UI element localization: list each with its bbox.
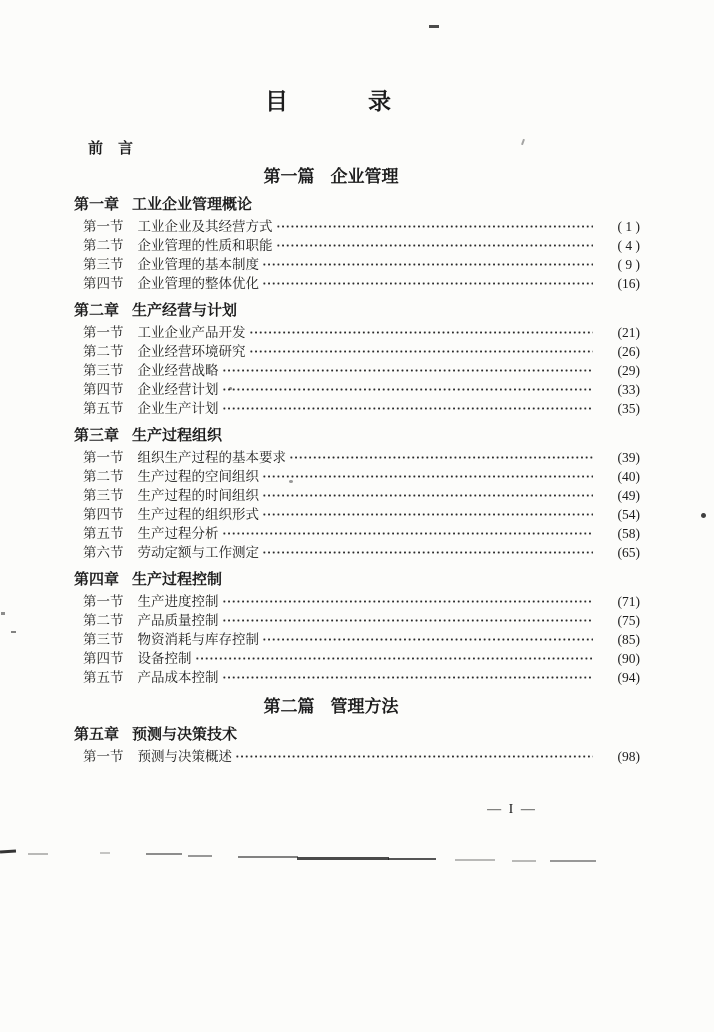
- page-number: (16): [617, 276, 640, 291]
- toc-entry: [74, 467, 640, 486]
- dot-leader: [276, 239, 594, 252]
- scan-artifact: [289, 480, 293, 483]
- section-title: 工业企业产品开发: [137, 325, 246, 340]
- toc-entry: [74, 486, 640, 505]
- scan-artifact: [550, 860, 596, 862]
- dot-leader: [222, 671, 594, 684]
- section-title: 物资消耗与库存控制: [137, 632, 259, 647]
- dot-leader: [262, 633, 593, 646]
- dot-leader: [262, 470, 593, 483]
- toc-entry: [74, 524, 640, 543]
- section-title: 企业管理的整体优化: [137, 276, 259, 291]
- scan-artifact: [388, 858, 436, 860]
- chapter-label: 第五章: [74, 726, 120, 743]
- section-title: 预测与决策概述: [137, 749, 232, 764]
- chapter-title: 预测与决策技术: [132, 726, 238, 743]
- chapter-heading-5: [74, 725, 640, 745]
- section-title: 组织生产过程的基本要求: [137, 450, 286, 465]
- dot-leader: [249, 326, 594, 339]
- dot-leader: [195, 652, 594, 665]
- toc-entry: [74, 668, 640, 687]
- section-label: 第四节: [83, 651, 124, 666]
- section-label: 第二节: [83, 238, 124, 253]
- part-title: 管理方法: [330, 697, 399, 716]
- page-title-char-right: 录: [368, 88, 391, 114]
- chapter-3: [74, 426, 640, 562]
- section-title: 企业经营战略: [137, 363, 219, 378]
- chapter-heading-4: [74, 570, 640, 590]
- dot-leader: [262, 258, 593, 271]
- chapter-heading-3: [74, 426, 640, 446]
- section-title: 工业企业及其经营方式: [137, 219, 273, 234]
- section-title: 劳动定额与工作测定: [137, 545, 259, 560]
- section-label: 第一节: [83, 594, 124, 609]
- part-label: 第一篇: [263, 167, 315, 186]
- dot-leader: [235, 750, 593, 763]
- section-title: 生产过程的空间组织: [137, 469, 259, 484]
- section-label: 第一节: [83, 219, 124, 234]
- toc-entry: [74, 543, 640, 562]
- section-title: 企业管理的性质和职能: [137, 238, 273, 253]
- part-label: 第二篇: [263, 697, 315, 716]
- toc-entry: [74, 630, 640, 649]
- scan-artifact: [297, 857, 389, 860]
- section-label: 第四节: [83, 507, 124, 522]
- toc-entry: [74, 747, 640, 766]
- toc-entry: [74, 505, 640, 524]
- dot-leader: [222, 364, 594, 377]
- page-number: (98): [617, 749, 640, 764]
- section-label: 第三节: [83, 632, 124, 647]
- section-label: 第六节: [83, 545, 124, 560]
- page-number: (65): [617, 545, 640, 560]
- chapter-heading-1: [74, 195, 640, 215]
- dot-leader: [262, 546, 593, 559]
- page-number: (54): [617, 507, 640, 522]
- part-heading-1: [48, 167, 614, 187]
- section-title: 生产过程分析: [137, 526, 219, 541]
- section-label: 第三节: [83, 257, 124, 272]
- section-title: 产品质量控制: [137, 613, 219, 628]
- dot-leader: [262, 489, 593, 502]
- section-label: 第二节: [83, 344, 124, 359]
- chapter-label: 第一章: [74, 196, 120, 213]
- scan-artifact: [28, 853, 48, 855]
- section-label: 第三节: [83, 488, 124, 503]
- chapter-title: 生产过程控制: [132, 571, 223, 588]
- page-number: (49): [617, 488, 640, 503]
- page-number: ( 4 ): [617, 238, 640, 253]
- scan-artifact: [188, 855, 212, 857]
- section-label: 第二节: [83, 469, 124, 484]
- page-number: ( 9 ): [617, 257, 640, 272]
- page-number: (29): [617, 363, 640, 378]
- scan-artifact: [455, 859, 495, 861]
- page-title-char-left: 目: [265, 88, 288, 114]
- section-label: 第一节: [83, 450, 124, 465]
- page-number: (71): [617, 594, 640, 609]
- page-number: (39): [617, 450, 640, 465]
- dot-leader: [222, 527, 594, 540]
- toc-entry: [74, 323, 640, 342]
- page-number: (33): [617, 382, 640, 397]
- page-number: (26): [617, 344, 640, 359]
- page-number: (35): [617, 401, 640, 416]
- section-label: 第三节: [83, 363, 124, 378]
- page-number: (90): [617, 651, 640, 666]
- chapter-heading-2: [74, 301, 640, 321]
- toc-entry: [74, 236, 640, 255]
- page-number: (94): [617, 670, 640, 685]
- dot-leader: [222, 595, 594, 608]
- scan-artifact: [11, 631, 16, 633]
- dot-leader: [276, 220, 594, 233]
- chapter-title: 生产过程组织: [132, 427, 223, 444]
- section-title: 生产进度控制: [137, 594, 219, 609]
- chapter-label: 第三章: [74, 427, 120, 444]
- footer-page-number: — I —: [487, 802, 537, 817]
- dot-leader: [262, 508, 593, 521]
- section-title: 企业经营环境研究: [137, 344, 246, 359]
- dot-leader: [222, 402, 594, 415]
- page-number: (75): [617, 613, 640, 628]
- part-heading-2: [48, 697, 614, 717]
- section-label: 第一节: [83, 325, 124, 340]
- dot-leader: [262, 277, 593, 290]
- toc-entry: [74, 592, 640, 611]
- chapter-label: 第四章: [74, 571, 120, 588]
- chapter-4: [74, 570, 640, 687]
- page-title: [45, 86, 611, 116]
- toc-entry: [74, 380, 640, 399]
- section-title: 企业经营计划: [137, 382, 219, 397]
- chapter-2: [74, 301, 640, 418]
- toc-entry: [74, 255, 640, 274]
- section-label: 第四节: [83, 382, 124, 397]
- toc-entry: [74, 274, 640, 293]
- scan-artifact: [146, 853, 182, 855]
- scan-artifact: [100, 852, 110, 854]
- page-number: (40): [617, 469, 640, 484]
- chapter-5: [74, 725, 640, 766]
- toc-entry: [74, 649, 640, 668]
- toc-entry: [74, 361, 640, 380]
- toc-entry: [74, 448, 640, 467]
- chapter-label: 第二章: [74, 302, 120, 319]
- scan-artifact: [229, 387, 232, 390]
- section-title: 设备控制: [137, 651, 192, 666]
- scan-artifact: [512, 860, 536, 862]
- section-label: 第二节: [83, 613, 124, 628]
- scan-artifact: [1, 612, 5, 615]
- section-label: 第四节: [83, 276, 124, 291]
- toc-entry: [74, 342, 640, 361]
- page-number: (85): [617, 632, 640, 647]
- page-number: (21): [617, 325, 640, 340]
- scan-artifact: [429, 25, 439, 28]
- preface-heading: 前 言: [88, 140, 134, 157]
- chapter-title: 生产经营与计划: [132, 302, 238, 319]
- section-title: 产品成本控制: [137, 670, 219, 685]
- dot-leader: [249, 345, 594, 358]
- section-title: 企业生产计划: [137, 401, 219, 416]
- dot-leader: [289, 451, 593, 464]
- section-title: 企业管理的基本制度: [137, 257, 259, 272]
- section-label: 第五节: [83, 526, 124, 541]
- toc-entry: [74, 611, 640, 630]
- page-number: ( 1 ): [617, 219, 640, 234]
- chapter-title: 工业企业管理概论: [132, 196, 253, 213]
- toc-entry: [74, 217, 640, 236]
- part-title: 企业管理: [330, 167, 399, 186]
- section-label: 第五节: [83, 401, 124, 416]
- page-number: (58): [617, 526, 640, 541]
- toc-entry: [74, 399, 640, 418]
- scan-artifact: [701, 513, 706, 518]
- section-label: 第五节: [83, 670, 124, 685]
- scan-artifact: [238, 856, 298, 858]
- dot-leader: [222, 614, 594, 627]
- section-label: 第一节: [83, 749, 124, 764]
- section-title: 生产过程的组织形式: [137, 507, 259, 522]
- section-title: 生产过程的时间组织: [137, 488, 259, 503]
- dot-leader: [222, 383, 594, 396]
- chapter-1: [74, 195, 640, 293]
